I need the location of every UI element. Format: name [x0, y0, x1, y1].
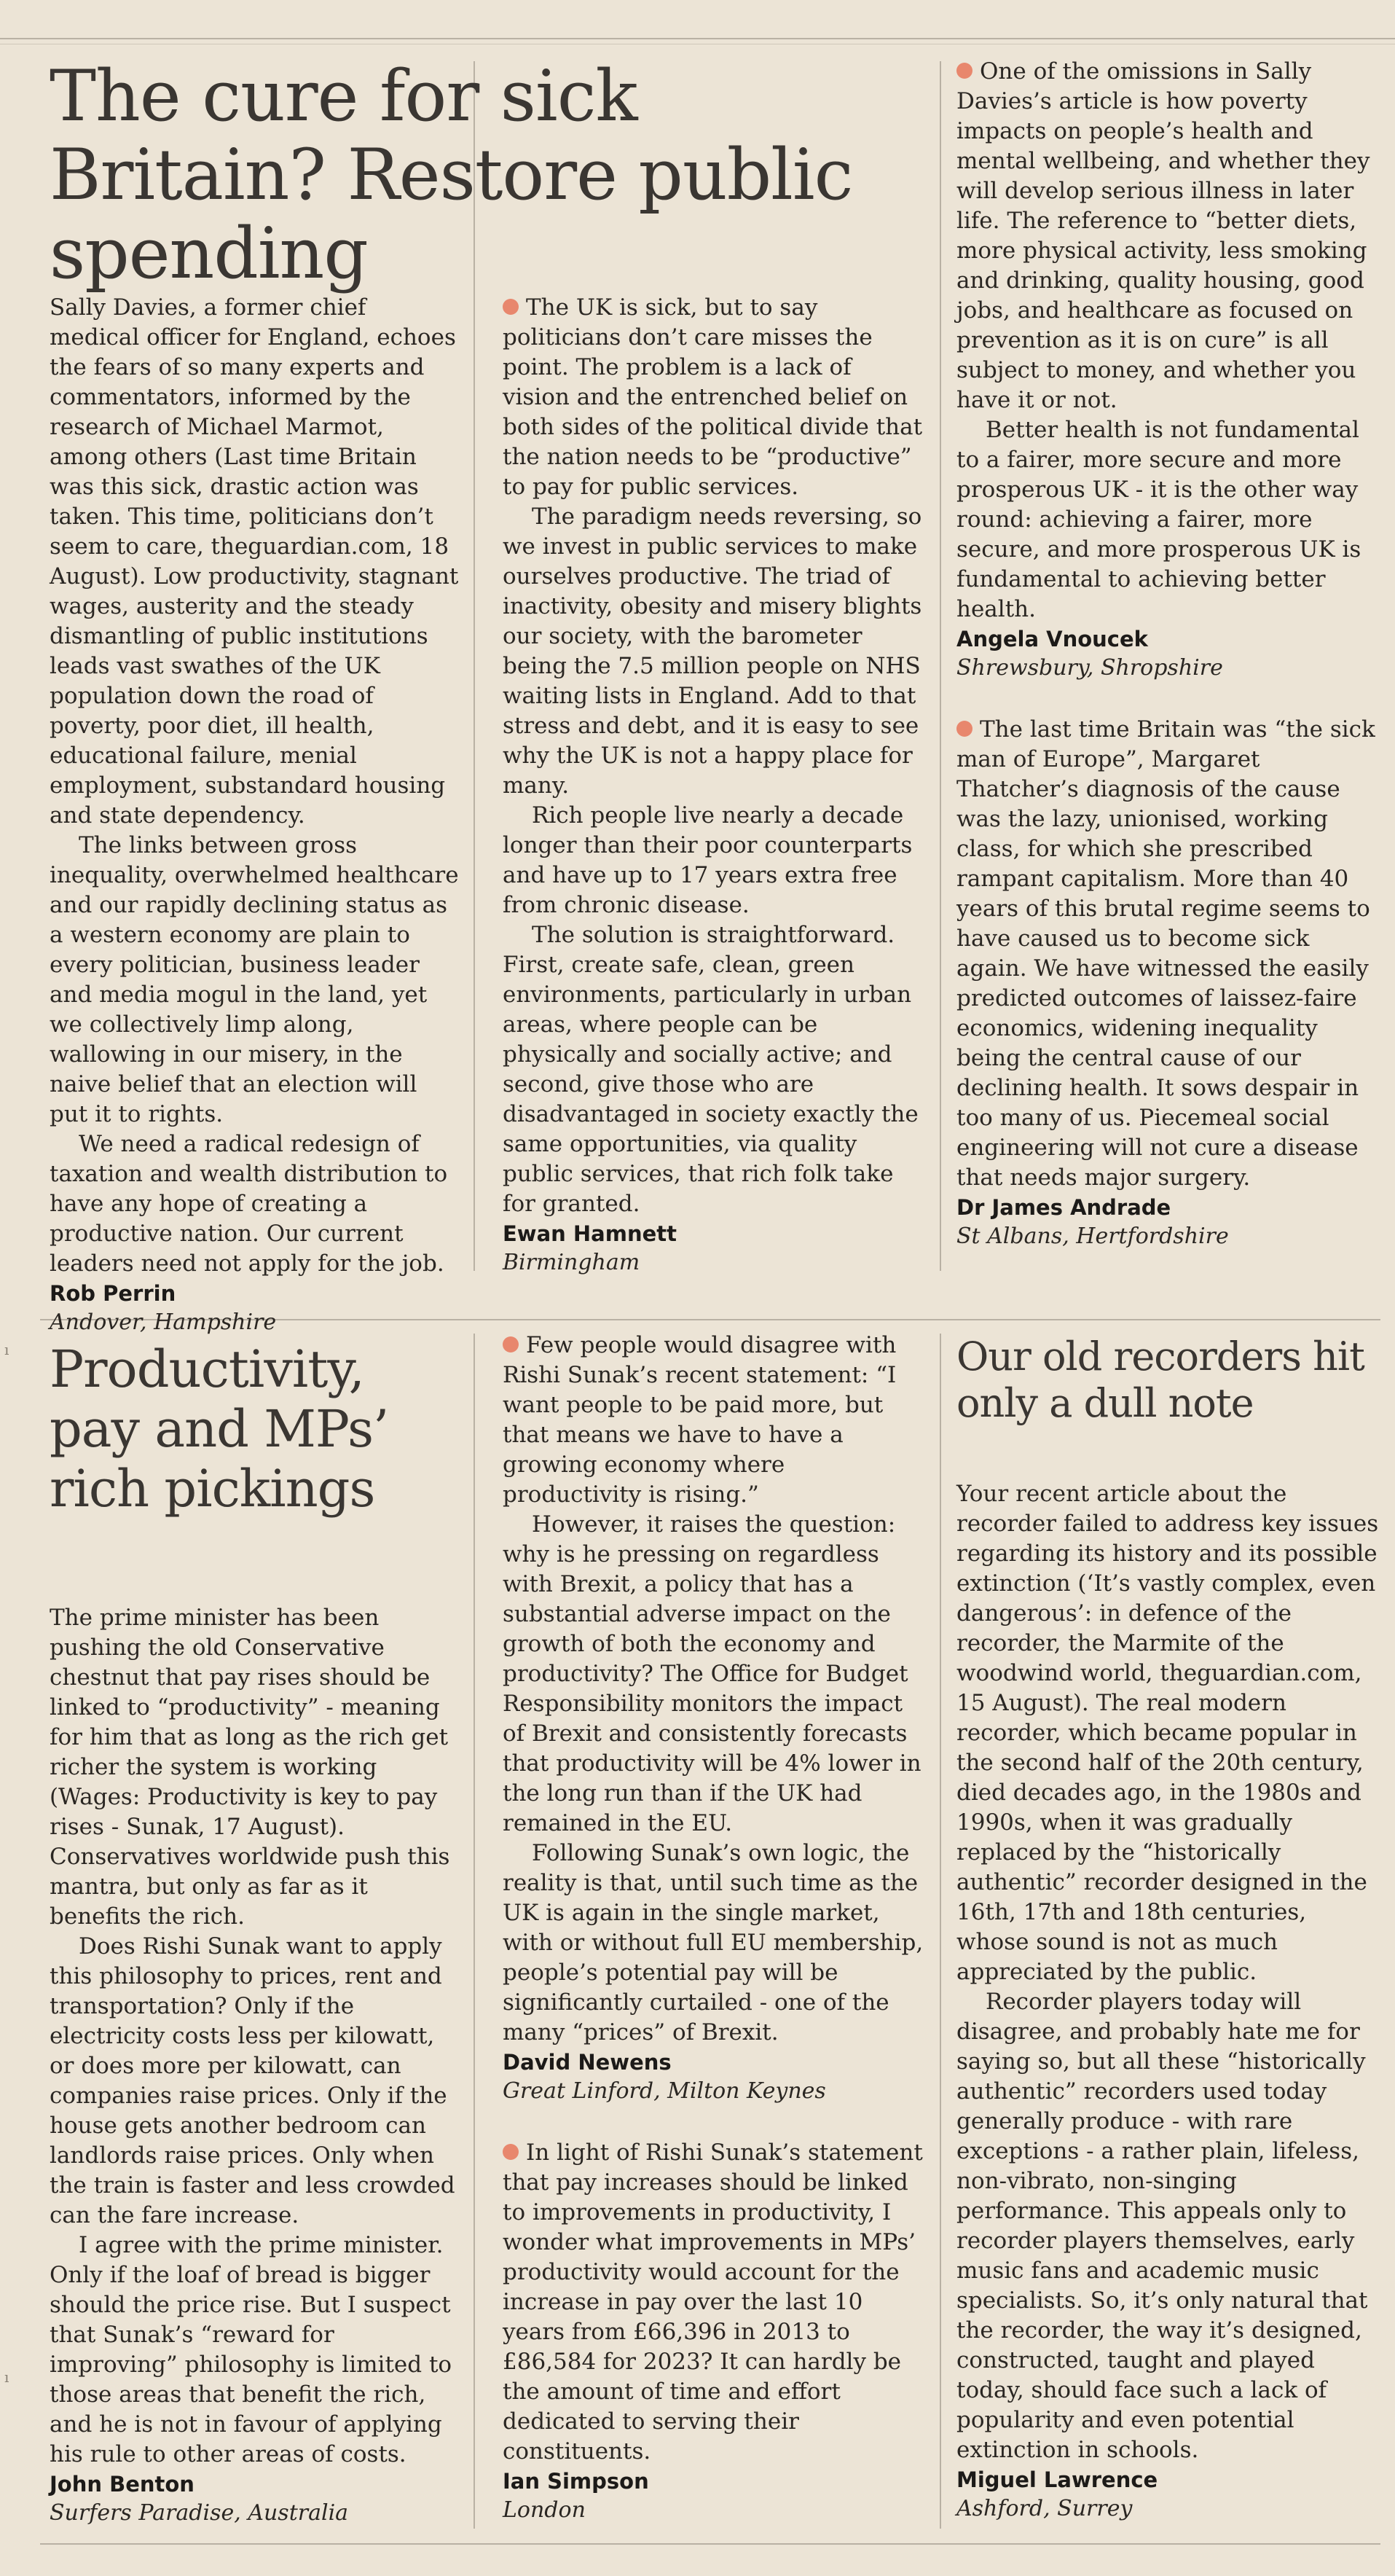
letter-location: Surfers Paradise, Australia	[50, 2500, 349, 2526]
letter-paragraph: The prime minister has been pushing the old Conservative chestnut that pay rises should be linked to “productivity” - meaning for him that as long as the rich get richer the system is working (Wages: Productivity is key to pay rises - Sunak, 17 August). Conservatives worldwide push this mantra, but only as far as it benefits the rich.	[50, 1605, 450, 1930]
letter-author: Miguel Lawrence	[956, 2467, 1158, 2492]
letter-paragraph: Sally Davies, a former chief medical officer for England, echoes the fears of so many experts and commentators, informed by the research of Michael Marmot, among others (Last time Britain was this sick, drastic action was taken. This time, politicians don’t seem to care, theguardian.com, 18 August). Low productivity, stagnant wages, austerity and the steady dismantling of public institutions leads vast swathes of the UK population down the road of poverty, poor diet, ill health, educational failure, menial employment, substandard housing and state dependency.	[50, 294, 459, 829]
letter-author: Rob Perrin	[50, 1281, 176, 1306]
letter-paragraph: Better health is not fundamental to a fairer, more secure and more prosperous UK - it is the other way round: achieving a fairer, more secure, and more prosperous UK is fundamental to achieving better health.	[956, 417, 1361, 622]
bullet-icon	[956, 721, 972, 737]
gutter-mark: ı	[4, 1341, 9, 1358]
bullet-icon	[503, 2144, 519, 2160]
letter-paragraph: Your recent article about the recorder failed to address key issues regarding its history and its possible extinction (‘It’s vastly complex, even dangerous’: in defence of the recorder, the Marmite of the woodwind world, theguardian.com, 15 August). The real modern recorder, which became popular in the second half of the 20th century, died decades ago, in the 1980s and 1990s, when it was gradually replaced by the “historically authentic” recorder designed in the 16th, 17th and 18th centuries, whose sound is not as much appreciated by the public.	[956, 1481, 1379, 1985]
headline-productivity: Productivity, pay and MPs’ rich pickings	[50, 1339, 389, 1519]
bullet-icon	[956, 63, 972, 79]
letter-paragraph: The UK is sick, but to say politicians don’t care misses the point. The problem is a lack of vision and the entrenched belief on both sides of the political divide that the nation needs to be “productive” to pay for public services.	[503, 294, 923, 500]
letter-paragraph: The solution is straightforward. First, create safe, clean, green environments, particularly in urban areas, where people can be physically and socially active; and second, give those who are disadvantaged in society exactly the same opportunities, via quality public services, that rich folk take for granted.	[503, 922, 919, 1217]
letter-paragraph: Recorder players today will disagree, and probably hate me for saying so, but all these “historically authentic” recorders used today generally produce - with rare exceptions - a rather plain, lifeless, non-vibrato, non-singing performance. This appeals only to recorder players themselves, early music fans and academic music specialists. So, it’s only natural that the recorder, the way it’s designed, constructed, taught and played today, should face such a lack of popularity and even potential extinction in schools.	[956, 1989, 1368, 2463]
letter-column-3	[956, 57, 1379, 1283]
top-rule	[0, 38, 1395, 39]
letter-author: David Newens	[503, 2050, 672, 2075]
letter-location: Great Linford, Milton Keynes	[503, 2078, 826, 2104]
column-divider	[940, 61, 941, 1271]
column-divider	[473, 1334, 475, 2529]
letter-column-1	[50, 293, 462, 1369]
letter-author: John Benton	[50, 2472, 194, 2497]
letter-paragraph: Following Sunak’s own logic, the reality is that, until such time as the UK is again in the single market, with or without full EU membership, people’s potential pay will be significantly curtailed - one of the many “prices” of Brexit.	[503, 1840, 924, 2045]
letter-paragraph: The last time Britain was “the sick man of Europe”, Margaret Thatcher’s diagnosis of the cause was the lazy, unionised, working class, for which she prescribed rampant capitalism. More than 40 years of this brutal regime seems to have caused us to become sick again. We have witnessed the easily predicted outcomes of laissez-faire economics, widening inequality being the central cause of our declining health. It sows despair in too many of us. Piecemeal social engineering will not cure a disease that needs major surgery.	[956, 716, 1375, 1191]
headline-recorders: Our old recorders hit only a dull note	[956, 1334, 1364, 1426]
letter-location: Shrewsbury, Shropshire	[956, 655, 1223, 681]
letter-paragraph: I agree with the prime minister. Only if the loaf of bread is bigger should the price rise. But I suspect that Sunak’s “reward for improving” philosophy is limited to those areas that benefit the rich, and he is not in favour of applying his rule to other areas of costs.	[50, 2232, 452, 2467]
letter-location: Birmingham	[503, 1250, 640, 1275]
letter-location: Ashford, Surrey	[956, 2496, 1133, 2521]
bullet-icon	[503, 299, 519, 315]
letter-column-5	[503, 1331, 925, 2557]
letter-column-2	[503, 293, 925, 1309]
gutter-mark: ı	[4, 2368, 9, 2386]
letter-author: Ian Simpson	[503, 2469, 649, 2494]
letter-author: Angela Vnoucek	[956, 627, 1148, 651]
letter-paragraph: The links between gross inequality, overwhelmed healthcare and our rapidly declining status as a western economy are plain to every politician, business leader and media mogul in the land, yet we collectively limp along, wallowing in our misery, in the naive belief that an election will put it to rights.	[50, 832, 459, 1127]
letter-paragraph: Rich people live nearly a decade longer than their poor counterparts and have up to 17 years extra free from chronic disease.	[503, 802, 913, 918]
letter-location: St Albans, Hertfordshire	[956, 1224, 1229, 1249]
letter-paragraph: One of the omissions in Sally Davies’s article is how poverty impacts on people’s health and mental wellbeing, and whether they will develop serious illness in later life. The reference to “better diets, more physical activity, less smoking and drinking, quality housing, good jobs, and healthcare as focused on prevention as it is on cure” is all subject to money, and whether you have it or not.	[956, 58, 1370, 413]
headline-main: The cure for sick Britain? Restore public spending	[50, 55, 853, 294]
letter-paragraph: However, it raises the question: why is he pressing on regardless with Brexit, a policy that has a substantial adverse impact on the growth of both the economy and productivity? The Office for Budget Responsibility monitors the impact of Brexit and consistently forecasts that productivity will be 4% lower in the long run than if the UK had remained in the EU.	[503, 1511, 922, 1836]
column-divider	[940, 1334, 941, 2529]
letter-paragraph: Few people would disagree with Rishi Sunak’s recent statement: “I want people to be paid more, but that means we have to have a growing economy where productivity is rising.”	[503, 1332, 897, 1508]
letter-paragraph: The paradigm needs reversing, so we invest in public services to make ourselves productive. The triad of inactivity, obesity and misery blights our society, with the barometer being the 7.5 million people on NHS waiting lists in England. Add to that stress and debt, and it is easy to see why the UK is not a happy place for many.	[503, 504, 922, 799]
letter-author: Ewan Hamnett	[503, 1221, 677, 1246]
letter-author: Dr James Andrade	[956, 1195, 1171, 1220]
letter-location: London	[503, 2497, 586, 2523]
letter-paragraph: In light of Rishi Sunak’s statement that pay increases should be linked to improvements in productivity, I wonder what improvements in MPs’ productivity would account for the increase in pay over the last 10 years from £66,396 in 2013 to £86,584 for 2023? It can hardly be the amount of time and effort dedicated to serving their constituents.	[503, 2140, 923, 2465]
bullet-icon	[503, 1336, 519, 1352]
letter-paragraph: Does Rishi Sunak want to apply this philosophy to prices, rent and transportation? Only if the electricity costs less per kilowatt, or does more per kilowatt, can companies raise prices. Only if the house gets another bedroom can landlords raise prices. Only when the train is faster and less crowded can the fare increase.	[50, 1933, 455, 2228]
letter-paragraph: We need a radical redesign of taxation and wealth distribution to have any hope of creating a productive nation. Our current leaders need not apply for the job.	[50, 1131, 448, 1277]
letter-column-6	[956, 1479, 1379, 2556]
letter-column-4	[50, 1603, 462, 2560]
letter-location: Andover, Hampshire	[50, 1309, 277, 1335]
